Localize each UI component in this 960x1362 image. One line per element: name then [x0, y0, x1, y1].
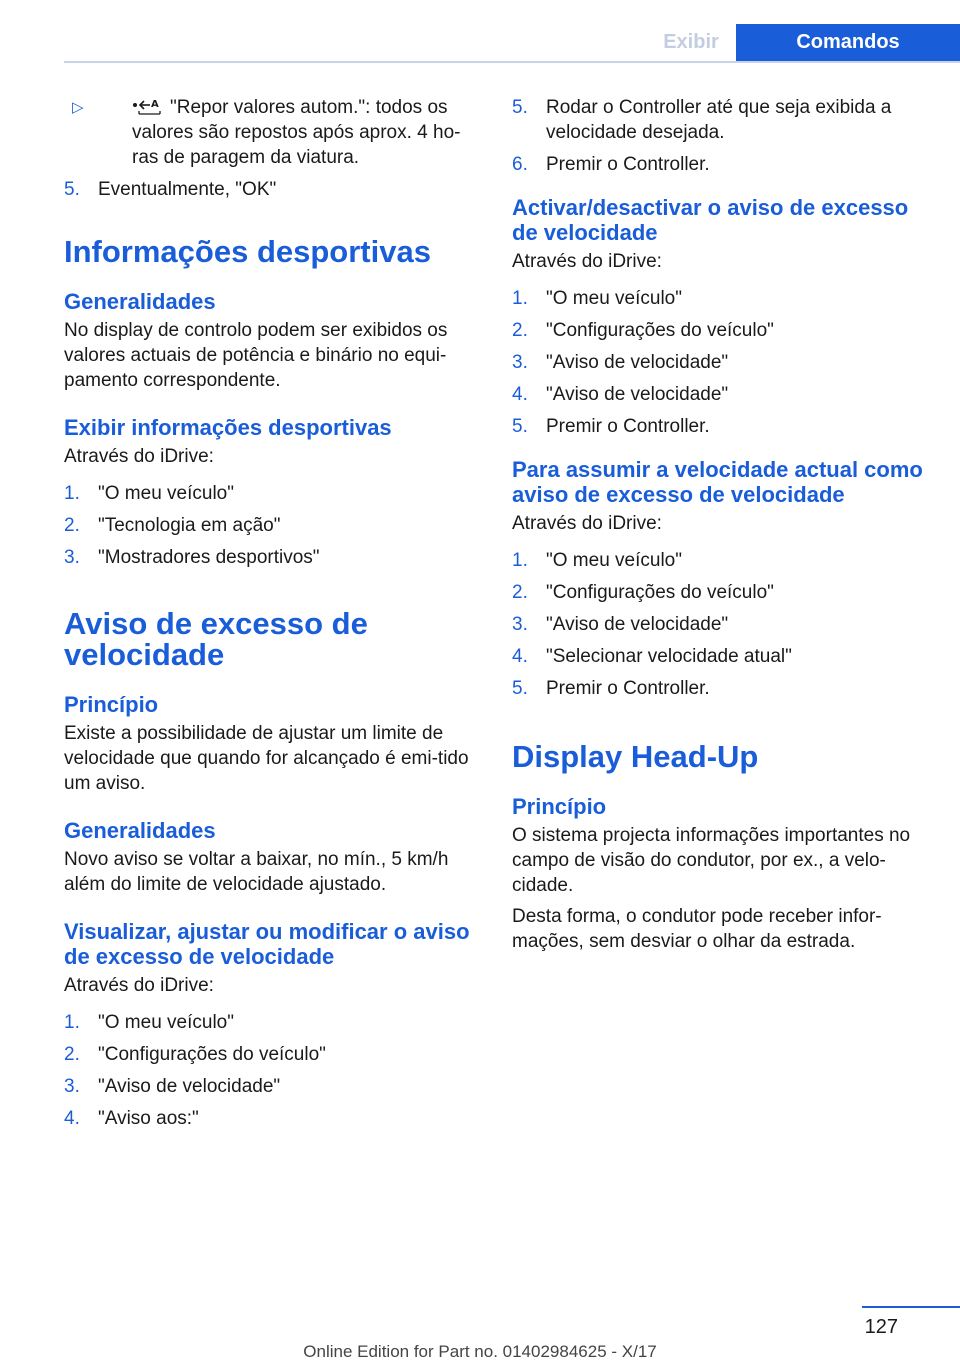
list-item: [512, 318, 932, 343]
step-list-sports: [64, 481, 480, 570]
paragraph: Existe a possibilidade de ajustar um limite de velocidade que quando for alcançado é emi-tido um aviso.: [64, 723, 469, 794]
paragraph: Novo aviso se voltar a baixar, no mín., 5 km/h além do limite de velocidade ajustado.: [64, 849, 449, 895]
step-text: "Aviso de velocidade": [546, 384, 729, 405]
subsection-title: Exibir informações desportivas: [64, 415, 392, 440]
edition-footer: Online Edition for Part no. 01402984625 - X/17: [303, 1342, 657, 1361]
step-text: Premir o Controller.: [546, 678, 710, 699]
step-text: "O meu veículo": [98, 1012, 234, 1033]
list-item: [512, 350, 932, 375]
step-number: 5.: [512, 678, 528, 699]
paragraph: Através do iDrive:: [64, 446, 214, 467]
triangle-bullet-icon: ▷: [72, 99, 84, 116]
page-number: 127: [864, 1316, 898, 1338]
section-title-sports: Informações desportivas: [64, 234, 431, 269]
section-title-speed-warning: Aviso de excesso de velocidade: [64, 606, 368, 672]
step-text: "Aviso aos:": [98, 1108, 199, 1129]
step-text: "Configurações do veículo": [546, 320, 774, 341]
paragraph: Através do iDrive:: [512, 513, 662, 534]
step-text: Premir o Controller.: [546, 154, 710, 175]
step-number: 5.: [64, 179, 80, 200]
step-text: "Mostradores desportivos": [98, 547, 320, 568]
list-item: [512, 612, 932, 637]
list-item: [64, 481, 480, 506]
list-item: [512, 382, 932, 407]
step-number: 1.: [512, 550, 528, 571]
step-number: 6.: [512, 154, 528, 175]
step-number: 3.: [64, 1076, 80, 1097]
section-title-hud: Display Head-Up: [512, 739, 759, 774]
step-number: 4.: [64, 1108, 80, 1129]
auto-reset-icon: [132, 98, 162, 116]
step-text: "Aviso de velocidade": [546, 614, 729, 635]
step-list-speed: [64, 1010, 480, 1131]
subsection-title: Generalidades: [64, 818, 216, 843]
subsection-title: Princípio: [64, 692, 159, 717]
list-item: [64, 513, 480, 538]
list-item: [64, 177, 480, 202]
step-text: "Tecnologia em ação": [98, 515, 281, 536]
subsection-title: Princípio: [512, 794, 607, 819]
step-number: 3.: [512, 352, 528, 373]
paragraph: Desta forma, o condutor pode receber infor-mações, sem desviar o olhar da estrada.: [512, 906, 882, 952]
right-column: [512, 95, 932, 954]
step-number: 5.: [512, 97, 528, 118]
step-number: 2.: [512, 320, 528, 341]
step-number: 2.: [64, 1044, 80, 1065]
bullet-item-reset: [64, 95, 480, 170]
list-item: [512, 95, 932, 145]
step-text: Rodar o Controller até que seja exibida a velocidade desejada.: [546, 97, 892, 143]
list-item: [512, 152, 932, 177]
list-item: [512, 644, 932, 669]
step-number: 2.: [64, 515, 80, 536]
step-text: "Selecionar velocidade atual": [546, 646, 792, 667]
step-number: 4.: [512, 384, 528, 405]
bullet-text: "Repor valores autom.": todos os valores são repostos após aprox. 4 ho-ras de paragem da viatura.: [132, 97, 461, 168]
subsection-title: Generalidades: [64, 289, 216, 314]
step-number: 3.: [64, 547, 80, 568]
step-list-prev: [64, 177, 480, 202]
list-item: [512, 548, 932, 573]
step-number: 2.: [512, 582, 528, 603]
subsection-title: Visualizar, ajustar ou modificar o aviso de excesso de velocidade: [64, 919, 470, 969]
list-item: [512, 580, 932, 605]
list-item: [64, 1106, 480, 1131]
subsection-title: Activar/desactivar o aviso de excesso de velocidade: [512, 195, 909, 245]
step-text: Eventualmente, "OK": [98, 179, 277, 200]
step-text: "Aviso de velocidade": [98, 1076, 281, 1097]
step-number: 1.: [64, 483, 80, 504]
list-item: [64, 1010, 480, 1035]
step-text: "Aviso de velocidade": [546, 352, 729, 373]
list-item: [64, 1074, 480, 1099]
paragraph: O sistema projecta informações importantes no campo de visão do condutor, por ex., a velo-cidade.: [512, 825, 911, 896]
list-item: [512, 676, 932, 701]
tab-comandos[interactable]: Comandos: [736, 24, 960, 61]
step-list-toggle: [512, 286, 932, 439]
list-item: [64, 545, 480, 570]
left-column: [64, 95, 480, 1138]
header-rule: [64, 61, 960, 63]
step-number: 3.: [512, 614, 528, 635]
step-text: "O meu veículo": [546, 550, 682, 571]
step-text: "Configurações do veículo": [546, 582, 774, 603]
tab-exibir[interactable]: Exibir: [663, 31, 719, 53]
step-number: 1.: [64, 1012, 80, 1033]
step-text: "Configurações do veículo": [98, 1044, 326, 1065]
step-number: 1.: [512, 288, 528, 309]
subsection-title: Para assumir a velocidade actual como aviso de excesso de velocidade: [512, 457, 923, 507]
paragraph: Através do iDrive:: [64, 975, 214, 996]
paragraph: Através do iDrive:: [512, 251, 662, 272]
list-item: [512, 414, 932, 439]
footer-rule: [862, 1306, 960, 1308]
step-text: Premir o Controller.: [546, 416, 710, 437]
step-number: 5.: [512, 416, 528, 437]
step-list-adopt: [512, 548, 932, 701]
svg-text:A: A: [151, 99, 159, 110]
step-number: 4.: [512, 646, 528, 667]
step-list-cont: [512, 95, 932, 177]
step-text: "O meu veículo": [546, 288, 682, 309]
list-item: [512, 286, 932, 311]
list-item: [64, 1042, 480, 1067]
paragraph: No display de controlo podem ser exibidos os valores actuais de potência e binário no equi-pamento correspondente.: [64, 320, 448, 391]
step-text: "O meu veículo": [98, 483, 234, 504]
